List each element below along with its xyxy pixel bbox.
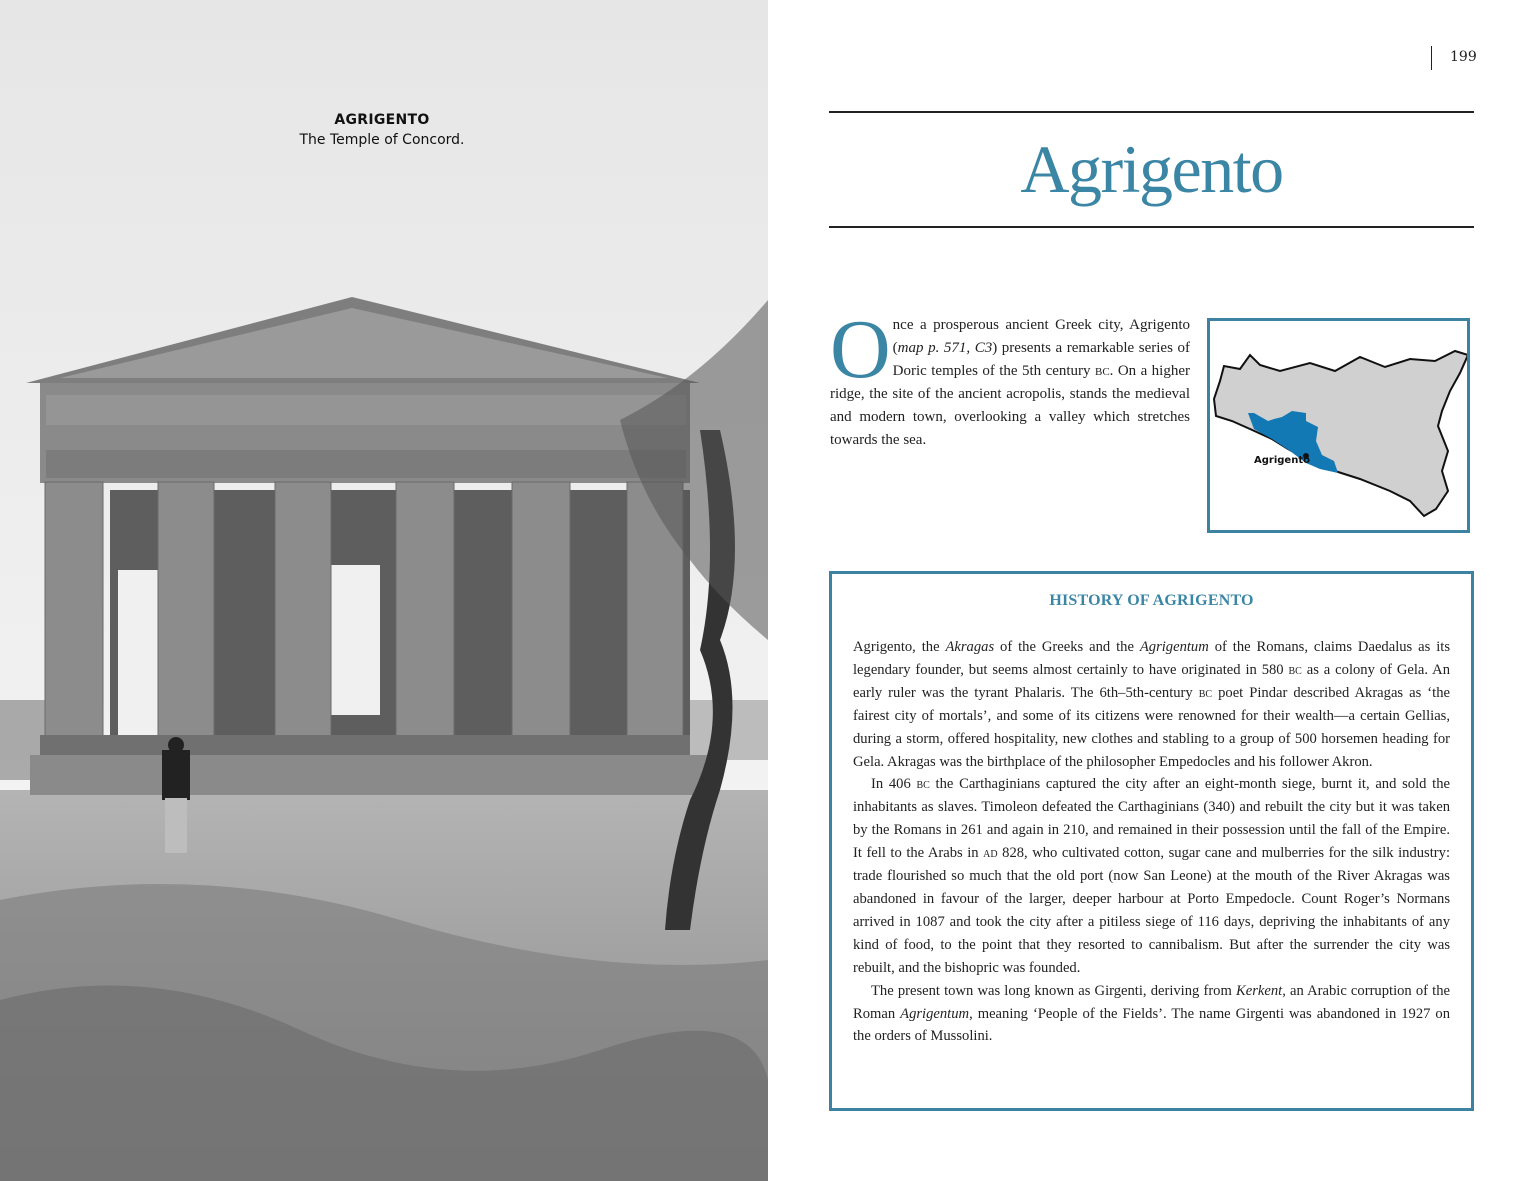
text-run: Agrigento, the [853,639,946,655]
chapter-title: Agrigento [1020,131,1283,207]
locator-map [1207,318,1470,533]
small-caps-text: bc [1094,363,1110,379]
text-run: In 406 [871,776,917,793]
sicily-map [1210,321,1467,530]
text-run: poet Pindar described Akragas as ‘the fairest city of mortals’, and some of its citizens were renowned for their wealth—a certain Gellias, during a storm, offered hospitality, new clothes and stabling to a group of 500 horsemen heading for Gela. Akragas was the birthplace of the philosopher Empedocles and his follower Akron. [853,684,1450,770]
history-heading: HISTORY OF AGRIGENTO [1049,592,1254,609]
italic-text: Agrigentum [1139,639,1209,655]
small-caps-text: bc [1288,661,1302,678]
history-paragraph [853,773,1450,979]
small-caps-text: bc [916,776,930,793]
text-run: of the Greeks and the [994,639,1140,655]
title-top-rule [829,111,1474,113]
caption-subtitle: The Temple of Concord. [299,132,465,148]
photo-caption [232,110,532,150]
title-bottom-rule [829,226,1474,228]
page-number: 199 [1450,49,1477,65]
text-run: the Carthaginians captured the city after an eight-month siege, burnt it, and sold the inhabitants as slaves. Timoleon defeated the Carthaginians (340) and rebuilt the city but it was taken by the Romans in 261 and again in 210, and remained in their possession until the fall of the Empire. It fell to the Arabs in [853,776,1450,862]
history-body [853,636,1450,1048]
text-run: The present town was long known as Girgenti, deriving from [871,982,1236,999]
intro-paragraph [830,303,1190,452]
text-run: as a colony of Gela. An early ruler was the tyrant Phalaris. The 6th–5th-century [853,661,1450,701]
map-label-agrigento: Agrigento [1254,455,1310,466]
history-paragraph [853,980,1450,1049]
italic-text: Agrigentum [900,1005,970,1022]
page-number-divider [1431,46,1432,70]
text-run: of the Romans, claims Daedalus as its legendary founder, but seems almost certainly to have originated in 580 [853,639,1450,678]
drop-cap: O [830,303,891,396]
small-caps-text: bc [1198,684,1213,701]
caption-title: AGRIGENTO [334,112,430,128]
text-run: 828, who cultivated cotton, sugar cane and mulberries for the silk industry: trade flourished so much that the old port (now San Leone) at the mouth of the River Akragas was abandoned in favour of the larger, deeper harbour at Porto Empedocle. Count Roger’s Normans arrived in 1087 and took the city after a pitiless siege of 116 days, depriving the inhabitants of any kind of food, to the point that they resorted to cannibalism. But after the surrender the city was rebuilt, and the bishopric was founded. [853,845,1450,976]
text-run: . On a higher ridge, the site of the ancient acropolis, stands the medieval and modern town, overlooking a valley which stretches towards the sea. [830,363,1190,448]
text-run: ) presents a remarkable series of Doric temples of the 5th century [892,340,1190,379]
text-run: , meaning ‘People of the Fields’. The name Girgenti was abandoned in 1927 on the orders of Mussolini. [853,1005,1450,1045]
italic-text: Akragas [945,639,995,655]
text-run: , an Arabic corruption of the Roman [853,982,1450,1022]
italic-text: map p. 571, C3 [897,340,993,356]
history-box [829,571,1474,1111]
italic-text: Kerkent [1235,982,1283,999]
history-paragraph [853,636,1450,773]
small-caps-text: ad [983,845,998,862]
text-run: nce a prosperous ancient Greek city, Agrigento ( [892,317,1190,356]
